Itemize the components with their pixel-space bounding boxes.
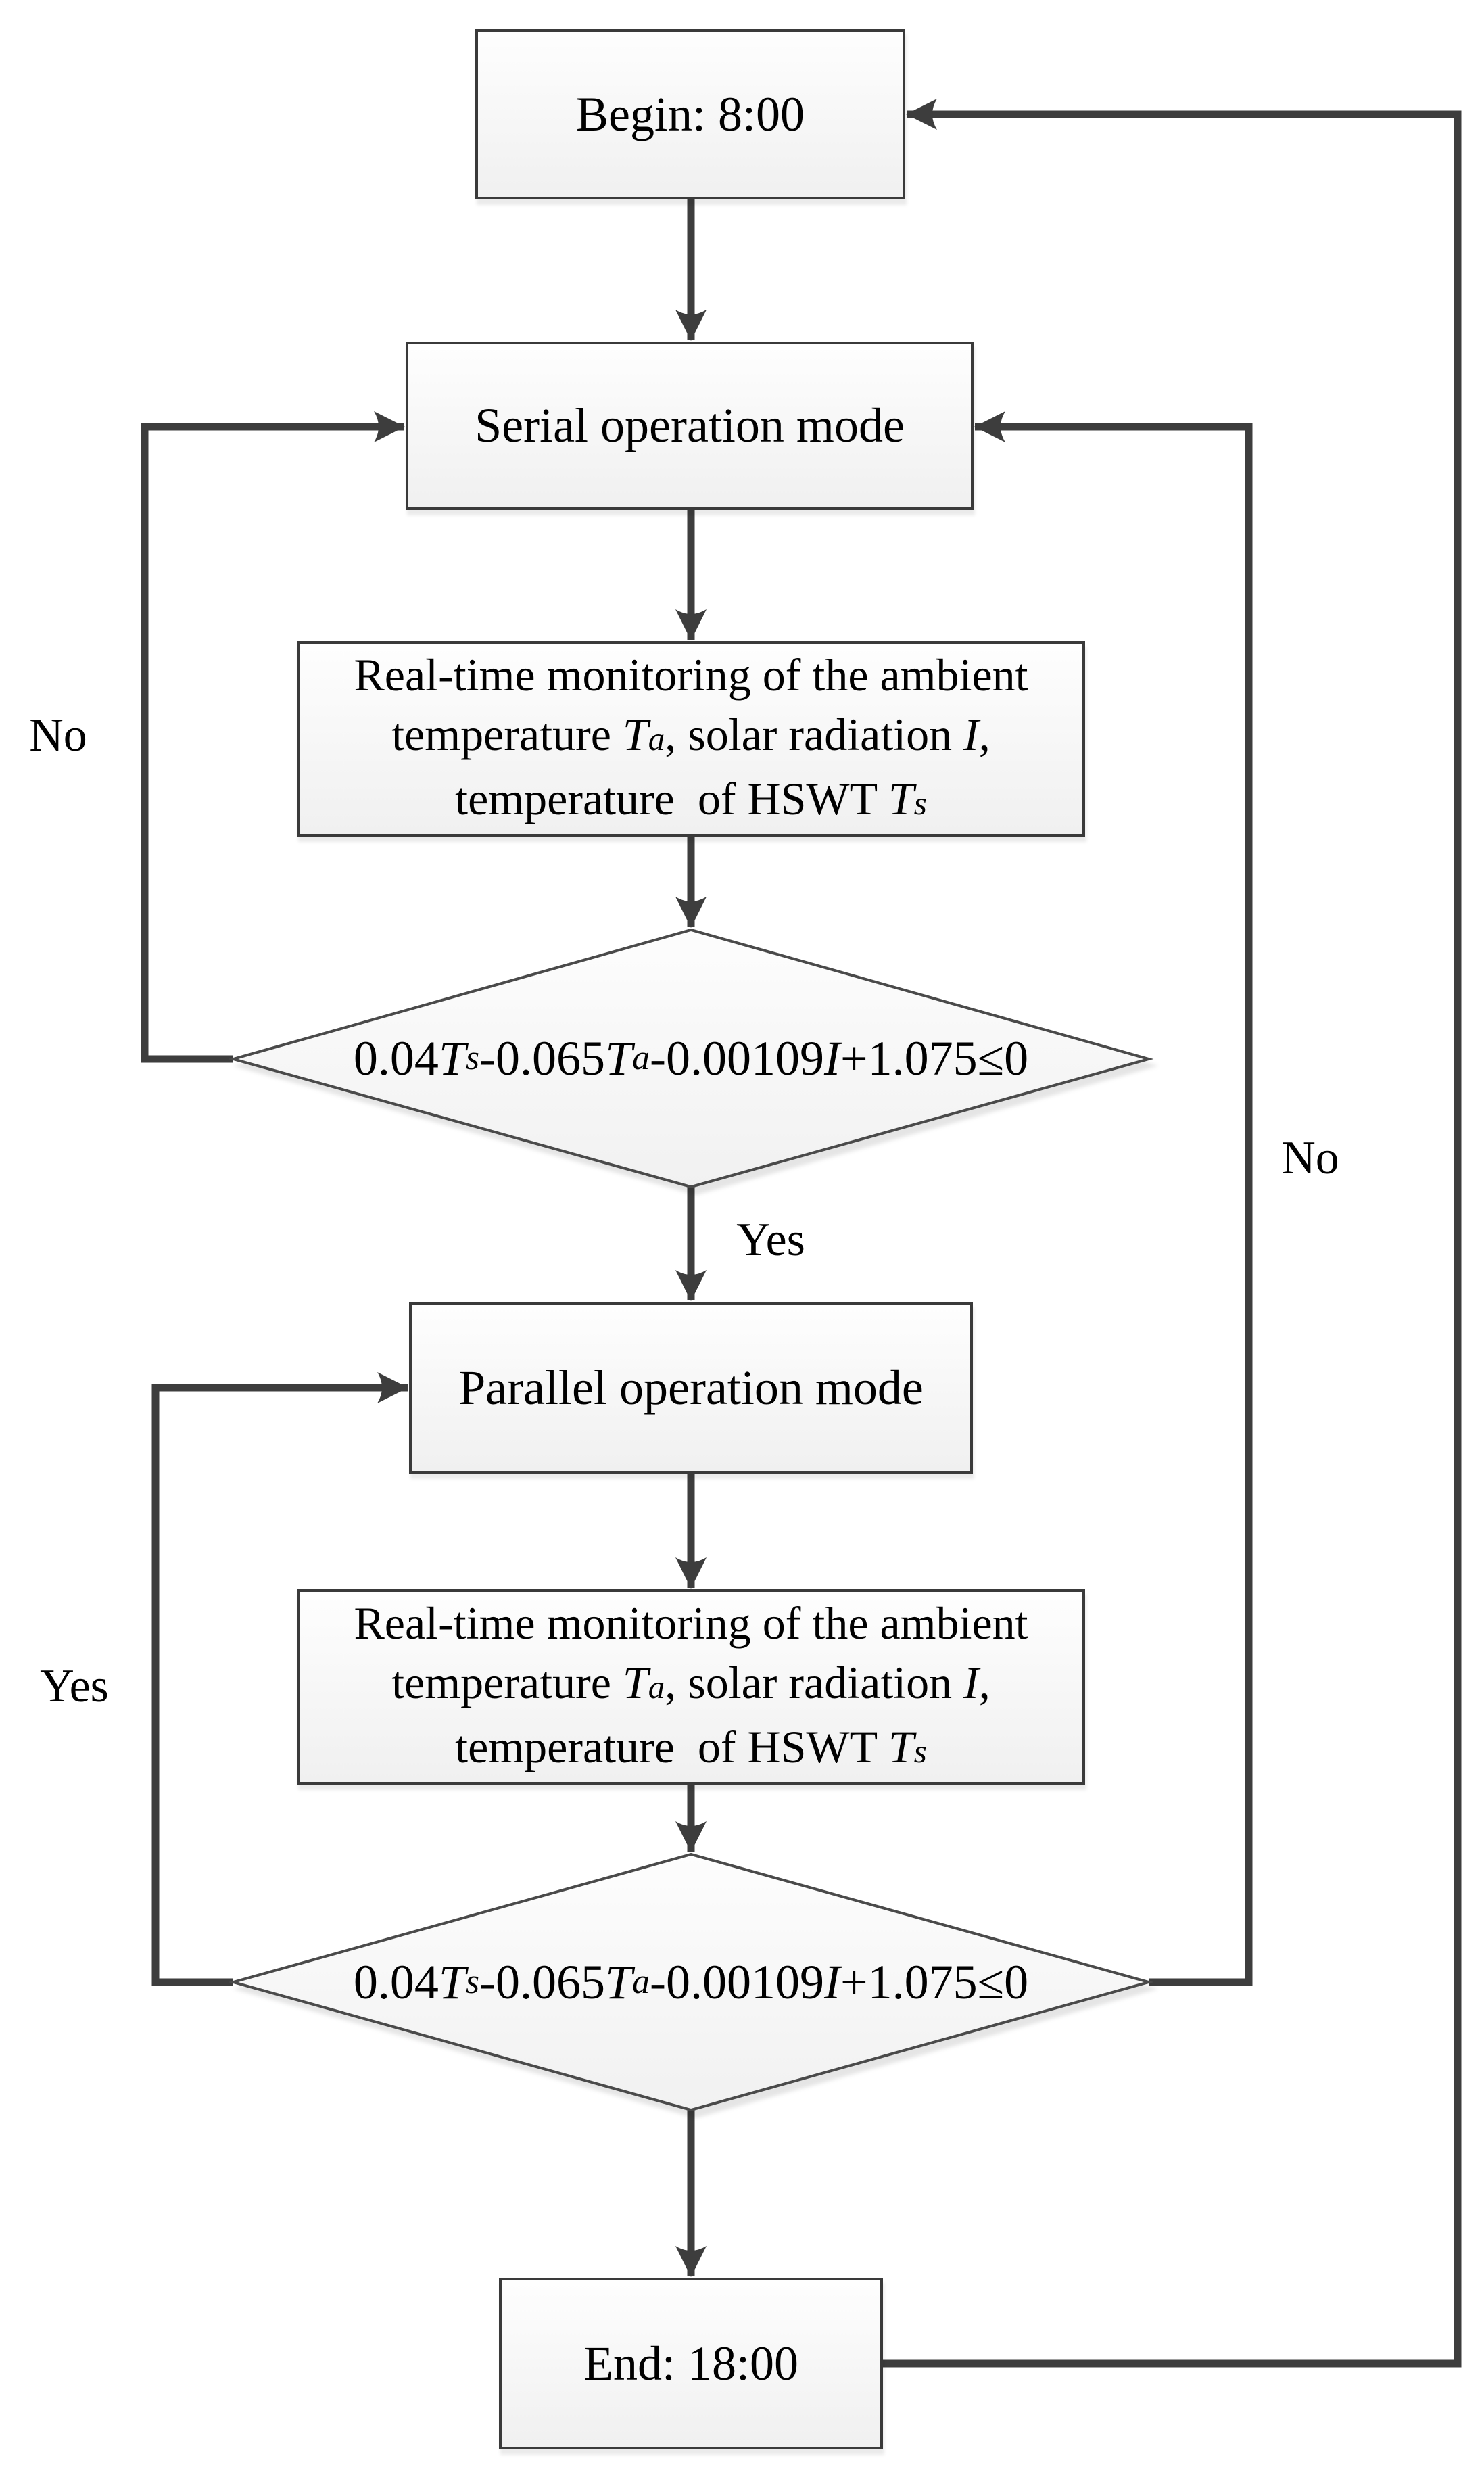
edge-label-yes-mid: Yes bbox=[736, 1214, 805, 1266]
monitor2-node-label bbox=[298, 1591, 1084, 1783]
edge-label-no-left: No bbox=[29, 709, 87, 761]
monitor1-line1: Real-time monitoring of the ambient bbox=[354, 649, 1028, 701]
monitor2-line1: Real-time monitoring of the ambient bbox=[354, 1597, 1028, 1649]
decision2-condition-label: 0.04 T s -0.065 T a -0.00109 I +1.075≤0 bbox=[353, 1954, 1029, 2009]
monitor2-line2: temperature Ta, solar radiation I, bbox=[391, 1656, 990, 1708]
monitor2-line3: temperature of HSWT Ts bbox=[455, 1720, 927, 1772]
monitor1-line2: temperature Ta, solar radiation I, bbox=[391, 708, 990, 760]
serial-node-label: Serial operation mode bbox=[475, 398, 905, 453]
monitor1-node-label bbox=[298, 642, 1084, 835]
monitor1-line3: temperature of HSWT Ts bbox=[455, 772, 927, 824]
edge-label-no-right: No bbox=[1281, 1132, 1339, 1184]
end-node-label: End: 18:00 bbox=[583, 2336, 798, 2391]
begin-node-label: Begin: 8:00 bbox=[576, 87, 805, 141]
parallel-node-label: Parallel operation mode bbox=[458, 1360, 924, 1415]
decision1-condition-label: 0.04 T s -0.065 T a -0.00109 I +1.075≤0 bbox=[353, 1031, 1029, 1085]
edge-label-yes-left: Yes bbox=[40, 1660, 109, 1712]
